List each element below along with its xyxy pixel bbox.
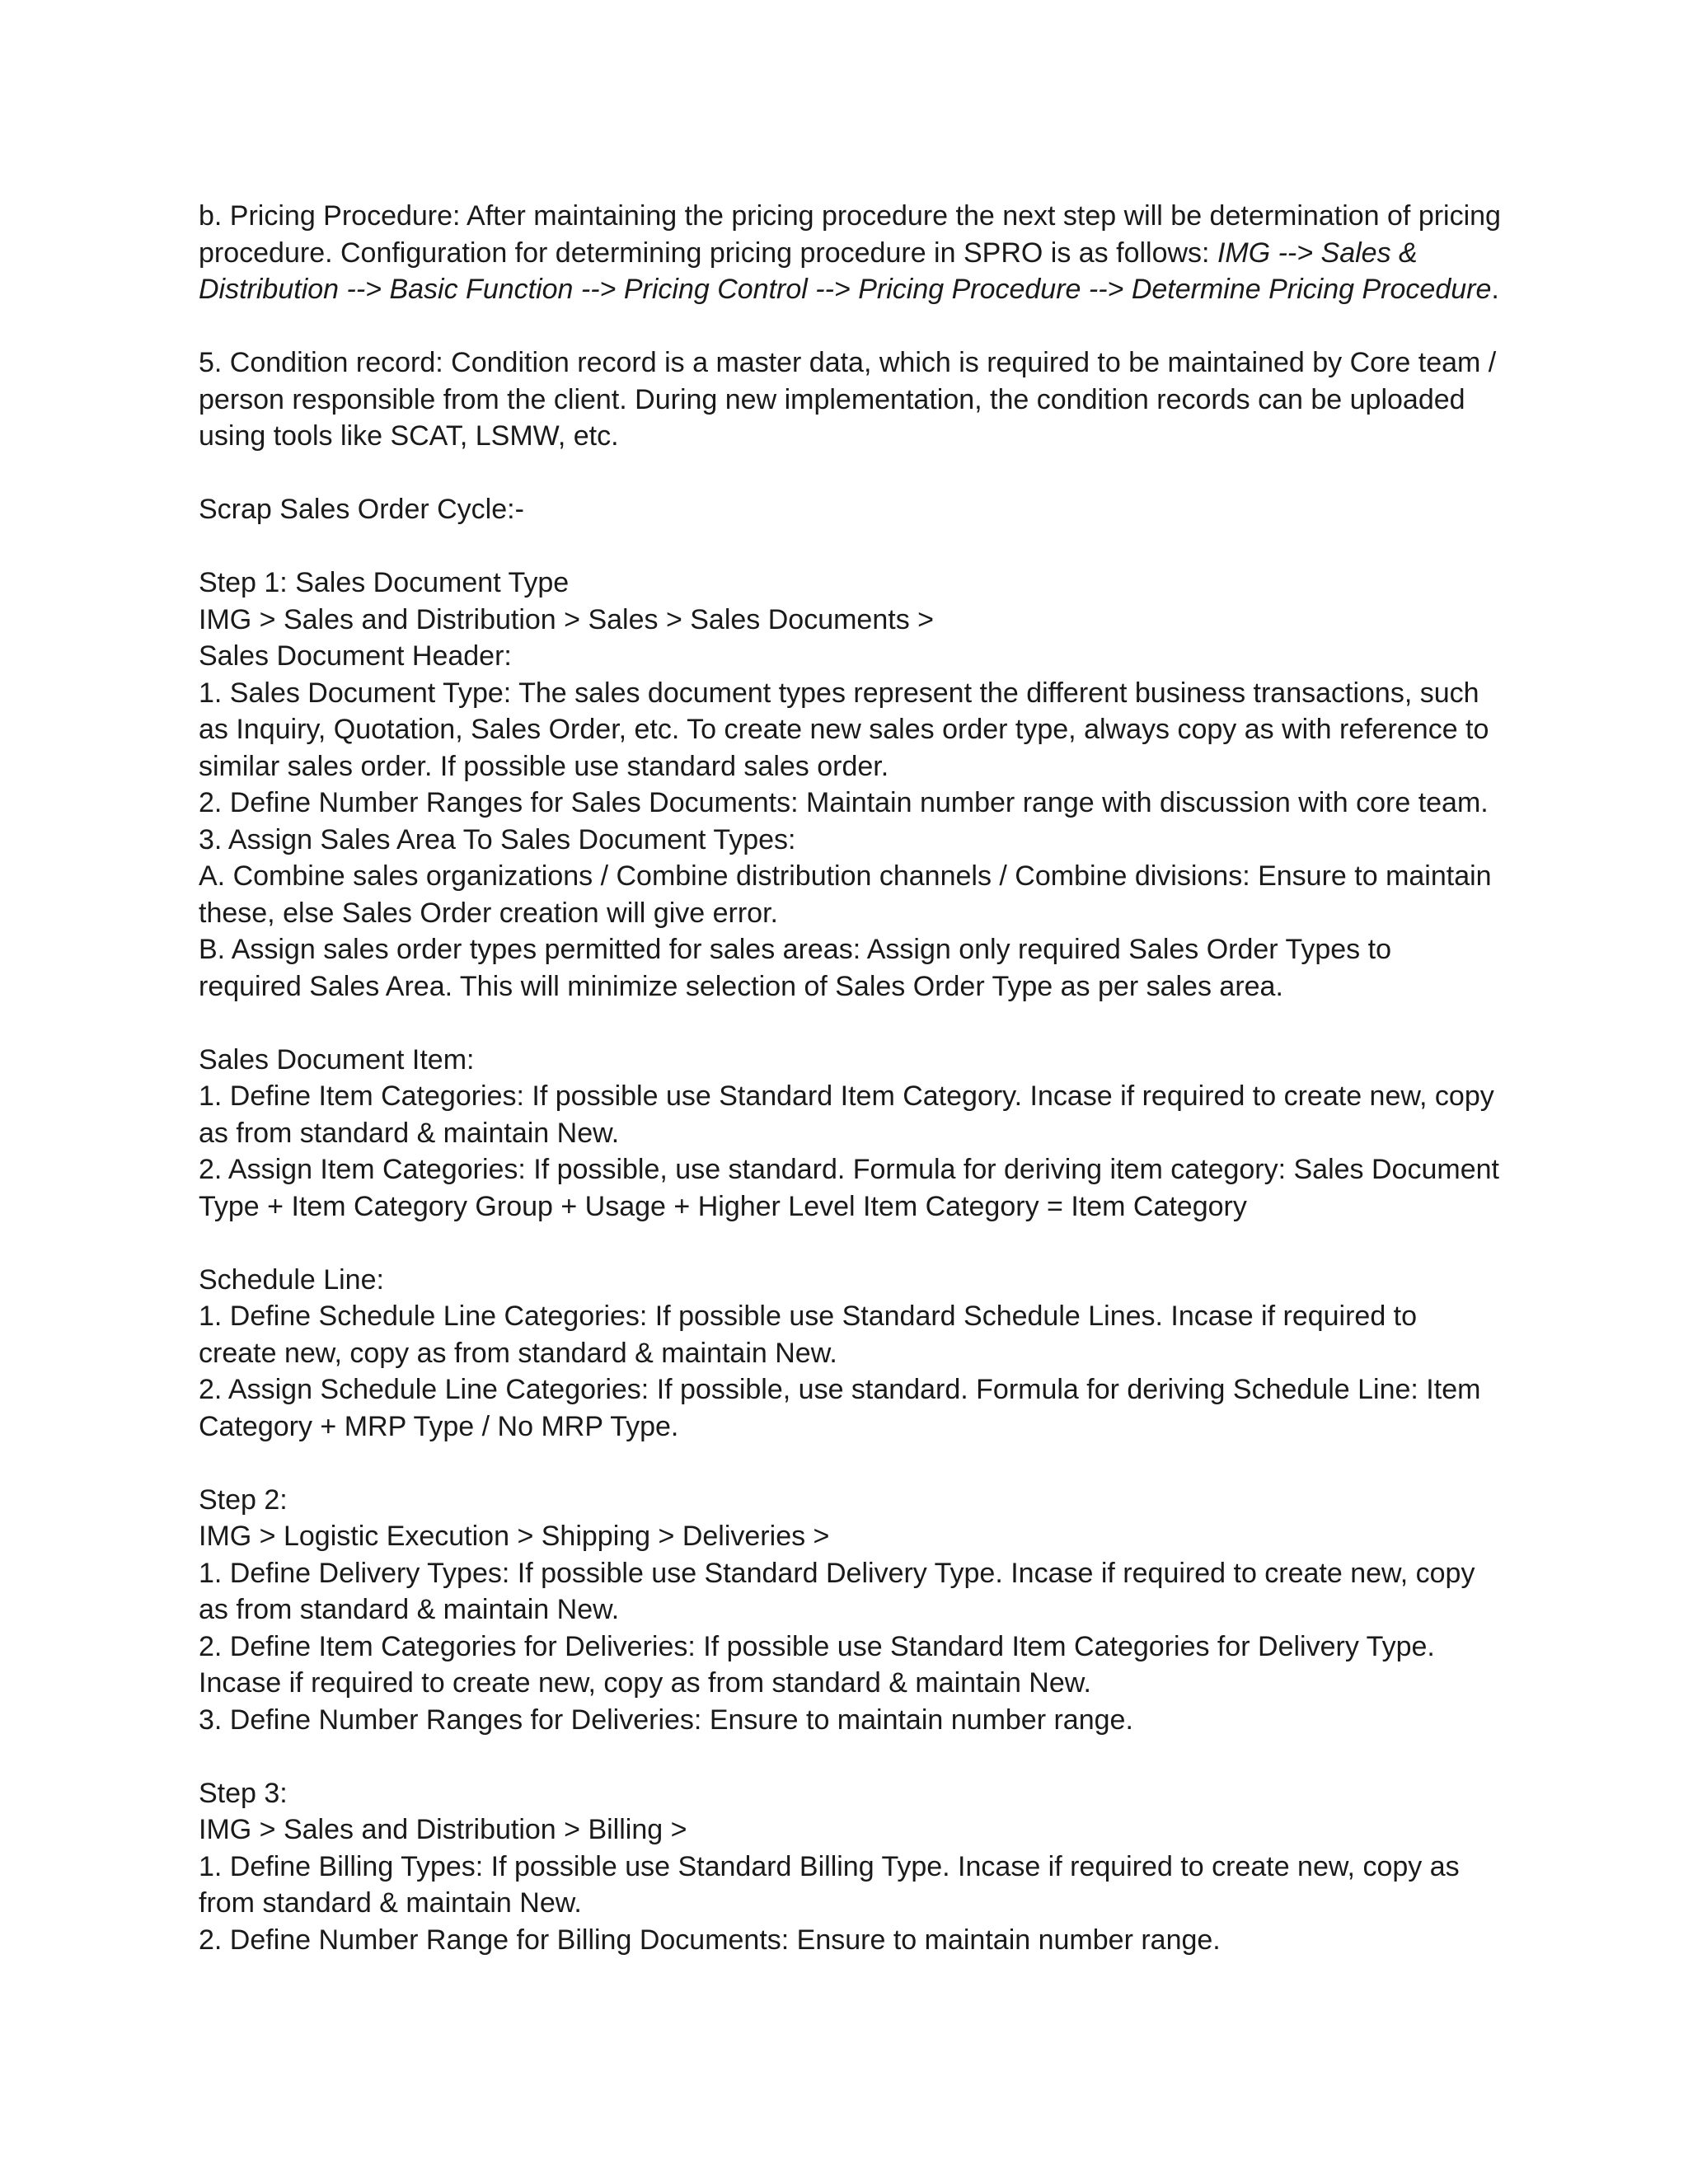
sales-document-item-heading: Sales Document Item: (199, 1043, 475, 1076)
item-category-item: 2. Assign Item Categories: If possible, use standard. Formula for deriving item category: Sales Document Type + Item Category Group + Usage + Higher Level Item Category = Item Category (199, 1154, 1499, 1222)
spacer (199, 1738, 1501, 1775)
header-item: 1. Sales Document Type: The sales document types represent the different business transactions, such as Inquiry, Quotation, Sales Order, etc. To create new sales order type, always copy as with reference to similar sales order. If possible use standard sales order. (199, 677, 1489, 782)
spacer (199, 1005, 1501, 1042)
delivery-item: 3. Define Number Ranges for Deliveries: Ensure to maintain number range. (199, 1704, 1133, 1736)
delivery-item: 1. Define Delivery Types: If possible use Standard Delivery Type. Incase if required to create new, copy as from standard & maintain New. (199, 1557, 1475, 1625)
step1-heading: Step 1: Sales Document Type (199, 567, 570, 598)
item-category-item: 1. Define Item Categories: If possible use Standard Item Category. Incase if required to create new, copy as from standard & maintain New. (199, 1080, 1494, 1149)
scrap-cycle-heading: Scrap Sales Order Cycle:- (199, 494, 524, 525)
spacer (199, 1445, 1501, 1482)
billing-item: 2. Define Number Range for Billing Documents: Ensure to maintain number range. (199, 1924, 1221, 1956)
document-body (199, 198, 1501, 1958)
step3-img-path: IMG > Sales and Distribution > Billing > (199, 1814, 687, 1845)
header-item: 3. Assign Sales Area To Sales Document Types: (199, 823, 796, 855)
step2-heading: Step 2: (199, 1483, 288, 1516)
delivery-item: 2. Define Item Categories for Deliveries: If possible use Standard Item Categories for Delivery Type. Incase if required to create new, copy as from standard & maintain New. (199, 1630, 1435, 1699)
condition-record-paragraph: 5. Condition record: Condition record is a master data, which is required to be maintained by Core team / person responsible from the client. During new implementation, the condition records can be uploaded using tools like SCAT, LSMW, etc. (199, 347, 1497, 452)
pricing-procedure-end: . (1491, 274, 1499, 305)
header-item: B. Assign sales order types permitted for sales areas: Assign only required Sales Order Types to required Sales Area. This will minimize selection of Sales Order Type as per sales area. (199, 934, 1391, 1002)
spacer (199, 455, 1501, 492)
schedule-line-item: 1. Define Schedule Line Categories: If possible use Standard Schedule Lines. Incase if required to create new, copy as from standard & maintain New. (199, 1301, 1418, 1369)
spacer (199, 528, 1501, 565)
schedule-line-heading: Schedule Line: (199, 1263, 384, 1296)
pricing-procedure-text: b. Pricing Procedure: After maintaining the pricing procedure the next step will be determination of pricing procedure. Configuration for determining pricing procedure in SPRO is as follows: (199, 200, 1501, 269)
spacer (199, 1225, 1501, 1262)
spacer (199, 308, 1501, 345)
schedule-line-item: 2. Assign Schedule Line Categories: If possible, use standard. Formula for deriving Schedule Line: Item Category + MRP Type / No MRP Type. (199, 1374, 1481, 1442)
step3-heading: Step 3: (199, 1777, 288, 1809)
header-item: 2. Define Number Ranges for Sales Documents: Maintain number range with discussion with core team. (199, 787, 1489, 818)
header-item: A. Combine sales organizations / Combine distribution channels / Combine divisions: Ensure to maintain these, else Sales Order creation will give error. (199, 860, 1492, 929)
sales-document-header-heading: Sales Document Header: (199, 640, 512, 672)
billing-item: 1. Define Billing Types: If possible use Standard Billing Type. Incase if required to create new, copy as from standard & maintain New. (199, 1850, 1460, 1919)
step2-img-path: IMG > Logistic Execution > Shipping > Deliveries > (199, 1521, 830, 1552)
step1-img-path: IMG > Sales and Distribution > Sales > Sales Documents > (199, 603, 935, 635)
pricing-procedure-paragraph (199, 198, 1501, 308)
pricing-procedure-path: IMG --> Sales & Distribution --> Basic Function --> Pricing Control --> Pricing Procedure --> Determine Pricing Procedure (199, 237, 1492, 305)
